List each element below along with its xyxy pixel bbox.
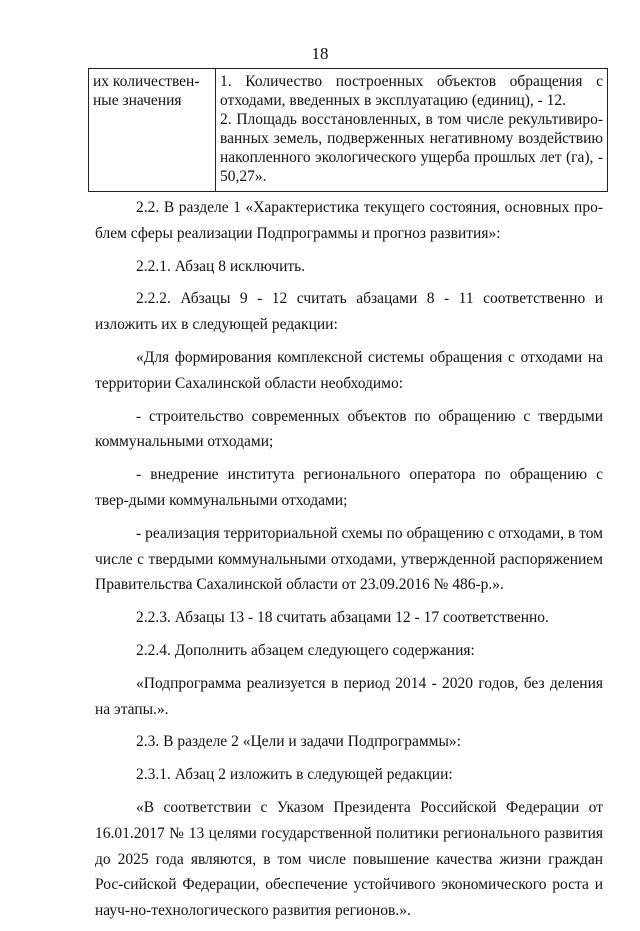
- table-row: [89, 69, 608, 192]
- paragraph: 2.2.2. Абзацы 9 - 12 считать абзацами 8 - 11 соответственно и изложить их в следующей редакции:: [95, 290, 603, 334]
- table-label-cell: их количествен-ные значения: [89, 69, 216, 192]
- paragraph: - реализация территориальной схемы по обращению с отходами, в том числе с твердыми коммунальными отходами, утвержденной распоряжением Правительства Сахалинской области от 23.09.2016 № 486-р.».: [95, 524, 603, 594]
- paragraph: 2.2.4. Дополнить абзацем следующего содержания:: [136, 641, 475, 659]
- paragraph: - внедрение института регионального оператора по обращению с твер-дыми коммунальными отходами;: [95, 466, 603, 509]
- paragraph: 2.2.3. Абзацы 13 - 18 считать абзацами 12 - 17 соответственно.: [136, 609, 549, 627]
- table-value-line: 2. Площадь восстановленных, в том числе рекультивиро-ванных земель, подверженных негативному воздействию накопленного экологического ущерба прошлых лет (га), - 50,27».: [220, 111, 603, 185]
- table-value-line: 1. Количество построенных объектов обращения с отходами, введенных в эксплуатацию (единиц), - 12.: [220, 73, 603, 109]
- paragraph: - строительство современных объектов по обращению с твердыми коммунальными отходами;: [95, 407, 603, 451]
- paragraph: «В соответствии с Указом Президента Российской Федерации от 16.01.2017 № 13 целями государственной политики регионального развития до 2025 года являются, в том числе повышение качества жизни граждан Рос-сийской Федерации, обеспечение устойчивого экономического роста и науч-но-технологического развития регионов.».: [95, 798, 603, 920]
- paragraph: 2.2. В разделе 1 «Характеристика текущего состояния, основных про-блем сферы реализации Подпрограммы и прогноз развития»:: [95, 199, 603, 242]
- document-body: [95, 195, 603, 931]
- table-value-cell: [216, 69, 608, 192]
- paragraph: 2.3. В разделе 2 «Цели и задачи Подпрограммы»:: [136, 733, 461, 751]
- paragraph: «Подпрограмма реализуется в период 2014 - 2020 годов, без деления на этапы.».: [95, 674, 603, 718]
- paragraph: 2.2.1. Абзац 8 исключить.: [136, 257, 306, 275]
- paragraph: «Для формирования комплексной системы обращения с отходами на территории Сахалинской области необходимо:: [95, 348, 603, 392]
- page-number: 18: [311, 44, 329, 63]
- paragraph: 2.3.1. Абзац 2 изложить в следующей редакции:: [136, 766, 453, 784]
- indicators-table: [88, 68, 608, 192]
